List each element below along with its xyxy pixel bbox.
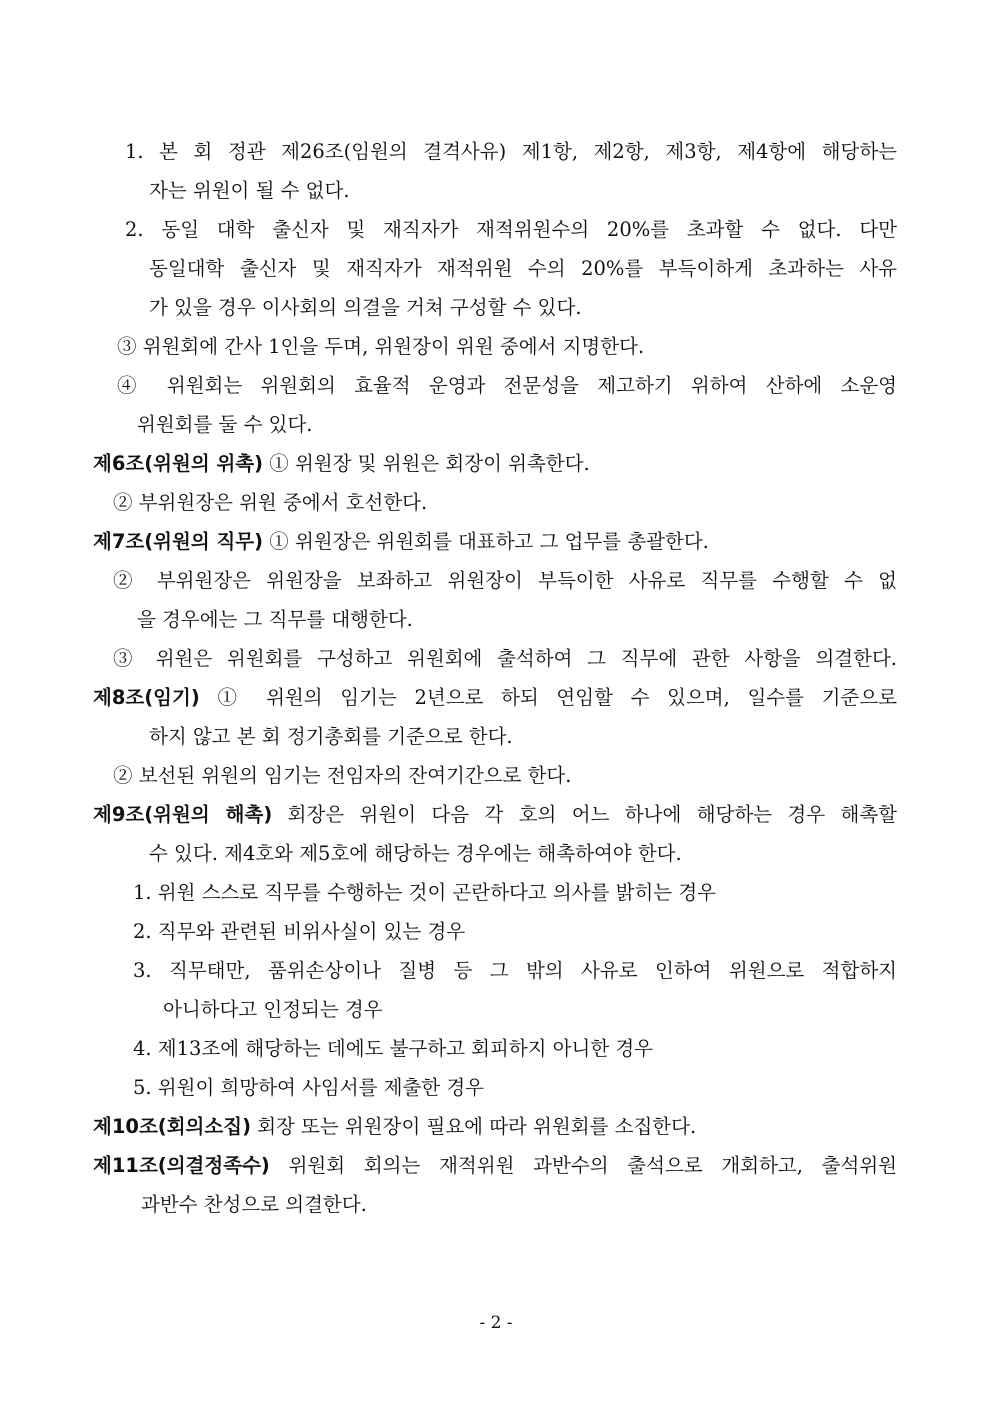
article-6-para2: ② 부위원장은 위원 중에서 호선한다. bbox=[113, 491, 428, 514]
article-9-item4: 4. 제13조에 해당하는 데에도 불구하고 회피하지 아니한 경우 bbox=[133, 1037, 654, 1060]
article-9-line2: 수 있다. 제4호와 제5호에 해당하는 경우에는 해촉하여야 한다. bbox=[149, 842, 682, 865]
article-7-para2-line1: ② 부위원장은 위원장을 보좌하고 위원장이 부득이한 사유로 직무를 수행할 수 없 bbox=[113, 569, 897, 592]
article-10-text: 회장 또는 위원장이 필요에 따라 위원회를 소집한다. bbox=[257, 1115, 697, 1138]
article-8-heading: 제8조(임기) bbox=[93, 686, 200, 709]
article-6-line1 bbox=[93, 451, 590, 477]
article-10-heading: 제10조(회의소집) bbox=[93, 1115, 251, 1138]
article-9-item3-line2: 아니하다고 인정되는 경우 bbox=[163, 998, 383, 1021]
article-9-item5: 5. 위원이 희망하여 사임서를 제출한 경우 bbox=[133, 1076, 484, 1099]
item1-line2: 자는 위원이 될 수 없다. bbox=[149, 179, 350, 202]
article-7-line1 bbox=[93, 529, 709, 555]
item2-line3: 가 있을 경우 이사회의 의결을 거쳐 구성할 수 있다. bbox=[149, 296, 582, 319]
article-11-line2: 과반수 찬성으로 의결한다. bbox=[141, 1193, 367, 1216]
article-11-text: 위원회 회의는 재적위원 과반수의 출석으로 개회하고, 출석위원 bbox=[288, 1154, 897, 1177]
article-7-para2-line2: 을 경우에는 그 직무를 대행한다. bbox=[137, 608, 413, 631]
para4-line1: ④ 위원회는 위원회의 효율적 운영과 전문성을 제고하기 위하여 산하에 소운영 bbox=[117, 374, 897, 397]
item2-line2: 동일대학 출신자 및 재직자가 재적위원 수의 20%를 부득이하게 초과하는 사유 bbox=[149, 257, 897, 280]
article-7-para3: ③ 위원은 위원회를 구성하고 위원회에 출석하여 그 직무에 관한 사항을 의결한다. bbox=[113, 647, 897, 670]
article-6-heading: 제6조(위원의 위촉) bbox=[93, 452, 264, 475]
article-9-line1 bbox=[93, 802, 897, 828]
article-7-heading: 제7조(위원의 직무) bbox=[93, 530, 264, 553]
article-9-item3-line1: 3. 직무태만, 품위손상이나 질병 등 그 밖의 사유로 인하여 위원으로 적합하지 bbox=[133, 959, 897, 982]
article-8-text: ① 위원의 임기는 2년으로 하되 연임할 수 있으며, 일수를 기준으로 bbox=[217, 686, 897, 709]
para3: ③ 위원회에 간사 1인을 두며, 위원장이 위원 중에서 지명한다. bbox=[117, 335, 645, 358]
article-9-heading: 제9조(위원의 해촉) bbox=[93, 803, 273, 826]
article-11-line1 bbox=[93, 1153, 897, 1179]
article-11-heading: 제11조(의결정족수) bbox=[93, 1154, 270, 1177]
article-8-para2: ② 보선된 위원의 임기는 전임자의 잔여기간으로 한다. bbox=[113, 764, 572, 787]
para4-line2: 위원회를 둘 수 있다. bbox=[137, 413, 313, 436]
item2-line1: 2. 동일 대학 출신자 및 재직자가 재적위원수의 20%를 초과할 수 없다. 다만 bbox=[125, 218, 897, 241]
article-7-text: ① 위원장은 위원회를 대표하고 그 업무를 총괄한다. bbox=[269, 530, 709, 553]
page-number: - 2 - bbox=[479, 1313, 513, 1333]
article-8-line1 bbox=[93, 685, 897, 711]
article-9-item2: 2. 직무와 관련된 비위사실이 있는 경우 bbox=[133, 920, 466, 943]
item1-line1: 1. 본 회 정관 제26조(임원의 결격사유) 제1항, 제2항, 제3항, 제4항에 해당하는 bbox=[125, 140, 897, 163]
article-9-item1: 1. 위원 스스로 직무를 수행하는 것이 곤란하다고 의사를 밝히는 경우 bbox=[133, 881, 716, 904]
article-10-line1 bbox=[93, 1114, 696, 1140]
article-8-line2: 하지 않고 본 회 정기총회를 기준으로 한다. bbox=[149, 725, 513, 748]
article-6-text: ① 위원장 및 위원은 회장이 위촉한다. bbox=[269, 452, 590, 475]
article-9-text: 회장은 위원이 다음 각 호의 어느 하나에 해당하는 경우 해촉할 bbox=[287, 803, 897, 826]
